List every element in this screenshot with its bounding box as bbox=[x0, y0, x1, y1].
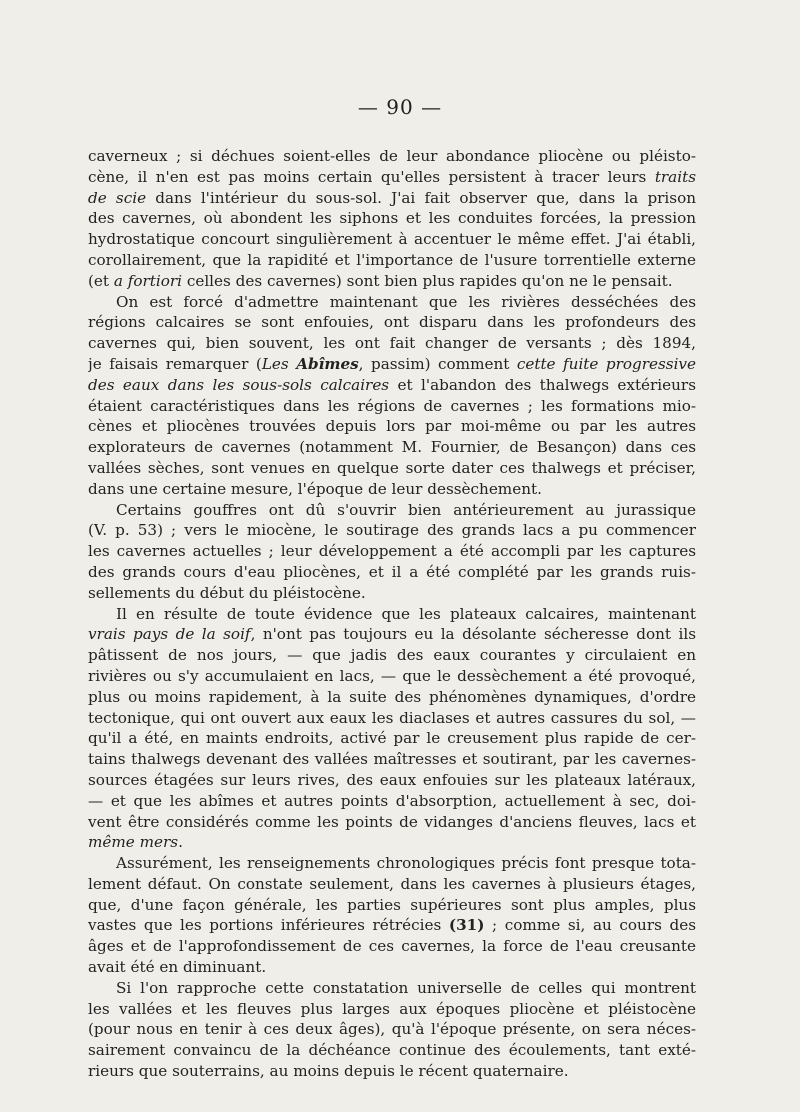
text-line: cavernes qui, bien souvent, les ont fait changer de versants ; dès 1894, bbox=[88, 334, 696, 353]
text-line: rivières ou s'y accumulaient en lacs, — que le dessèchement a été provoqué, bbox=[88, 666, 696, 685]
paragraph bbox=[88, 853, 696, 978]
paragraph bbox=[88, 292, 696, 500]
text-line: régions calcaires se sont enfouies, ont disparu dans les profondeurs des bbox=[88, 313, 696, 332]
text-line: caverneux ; si déchues soient-elles de leur abondance pliocène ou pléisto- bbox=[88, 147, 696, 165]
text-line: explorateurs de cavernes (notamment M. Fournier, de Besançon) dans ces bbox=[88, 438, 696, 457]
text-line: vallées sèches, sont venues en quelque sorte dater ces thalwegs et préciser, bbox=[88, 458, 696, 477]
text-line: — et que les abîmes et autres points d'absorption, actuellement à sec, doi- bbox=[88, 791, 696, 810]
text-line: des eaux dans les sous-sols calcaires et l'abandon des thalwegs extérieurs bbox=[88, 375, 696, 394]
paragraph bbox=[88, 146, 696, 292]
text-line: âges et de l'approfondissement de ces cavernes, la force de l'eau creusante bbox=[88, 937, 696, 956]
text-line: Assurément, les renseignements chronologiques précis font presque tota- bbox=[116, 854, 696, 873]
text-line: (pour nous en tenir à ces deux âges), qu'à l'époque présente, on sera néces- bbox=[88, 1020, 696, 1039]
text-line: tectonique, qui ont ouvert aux eaux les diaclases et autres cassures du sol, — bbox=[88, 708, 696, 727]
text-line: je faisais remarquer (Les Abîmes, passim) comment cette fuite progressive bbox=[88, 354, 696, 373]
paragraph bbox=[88, 978, 696, 1082]
text-line: dans une certaine mesure, l'époque de leur dessèchement. bbox=[88, 479, 542, 498]
text-line: qu'il a été, en maints endroits, activé par le creusement plus rapide de cer- bbox=[88, 729, 696, 748]
text-line: les cavernes actuelles ; leur développement a été accompli par les captures bbox=[88, 542, 696, 561]
text-line: sources étagées sur leurs rives, des eaux enfouies sur les plateaux latéraux, bbox=[88, 770, 696, 789]
text-line: étaient caractéristiques dans les régions de cavernes ; les formations mio- bbox=[88, 396, 696, 415]
text-line: lement défaut. On constate seulement, dans les cavernes à plusieurs étages, bbox=[88, 874, 696, 893]
text-line: des grands cours d'eau pliocènes, et il a été complété par les grands ruis- bbox=[88, 562, 696, 581]
paragraph bbox=[88, 604, 696, 854]
text-line: que, d'une façon générale, les parties supérieures sont plus amples, plus bbox=[88, 895, 696, 914]
text-line: (V. p. 53) ; vers le miocène, le soutirage des grands lacs a pu commencer bbox=[88, 521, 696, 540]
text-line: cène, il n'en est pas moins certain qu'elles persistent à tracer leurs traits bbox=[88, 167, 696, 186]
body-text bbox=[88, 146, 696, 1082]
text-line: pâtissent de nos jours, — que jadis des eaux courantes y circulaient en bbox=[88, 646, 696, 665]
text-line: sairement convaincu de la déchéance continue des écoulements, tant exté- bbox=[88, 1041, 696, 1060]
text-line: de scie dans l'intérieur du sous-sol. J'ai fait observer que, dans la prison bbox=[88, 188, 696, 207]
text-line: des cavernes, où abondent les siphons et les conduites forcées, la pression bbox=[88, 209, 696, 228]
text-line: vrais pays de la soif, n'ont pas toujours eu la désolante sécheresse dont ils bbox=[88, 625, 696, 644]
text-line: vent être considérés comme les points de vidanges d'anciens fleuves, lacs et bbox=[88, 812, 696, 831]
text-line: hydrostatique concourt singulièrement à accentuer le même effet. J'ai établi, bbox=[88, 230, 696, 249]
text-line: Il en résulte de toute évidence que les plateaux calcaires, maintenant bbox=[116, 604, 696, 623]
text-line: Si l'on rapproche cette constatation universelle de celles qui montrent bbox=[116, 978, 696, 997]
text-line: rieurs que souterrains, au moins depuis le récent quaternaire. bbox=[88, 1062, 569, 1081]
paragraph bbox=[88, 500, 696, 604]
text-line: corollairement, que la rapidité et l'importance de l'usure torrentielle externe bbox=[88, 250, 696, 269]
text-line: Certains gouffres ont dû s'ouvrir bien antérieurement au jurassique bbox=[116, 500, 696, 519]
text-line: plus ou moins rapidement, à la suite des phénomènes dynamiques, d'ordre bbox=[88, 687, 696, 706]
text-line: (et a fortiori celles des cavernes) sont bien plus rapides qu'on ne le pensait. bbox=[88, 271, 673, 290]
page-number: — 90 — bbox=[357, 95, 443, 119]
text-line: vastes que les portions inférieures rétrécies (31) ; comme si, au cours des bbox=[88, 916, 696, 935]
text-line: On est forcé d'admettre maintenant que les rivières desséchées des bbox=[116, 292, 696, 311]
text-line: sellements du début du pléistocène. bbox=[88, 583, 366, 602]
text-line: cènes et pliocènes trouvées depuis lors par moi-même ou par les autres bbox=[88, 417, 696, 436]
text-line: même mers. bbox=[88, 833, 183, 852]
text-line: tains thalwegs devenant des vallées maîtresses et soutirant, par les cavernes- bbox=[88, 750, 696, 769]
text-line: les vallées et les fleuves plus larges aux époques pliocène et pléistocène bbox=[88, 999, 696, 1018]
text-line: avait été en diminuant. bbox=[88, 958, 267, 977]
